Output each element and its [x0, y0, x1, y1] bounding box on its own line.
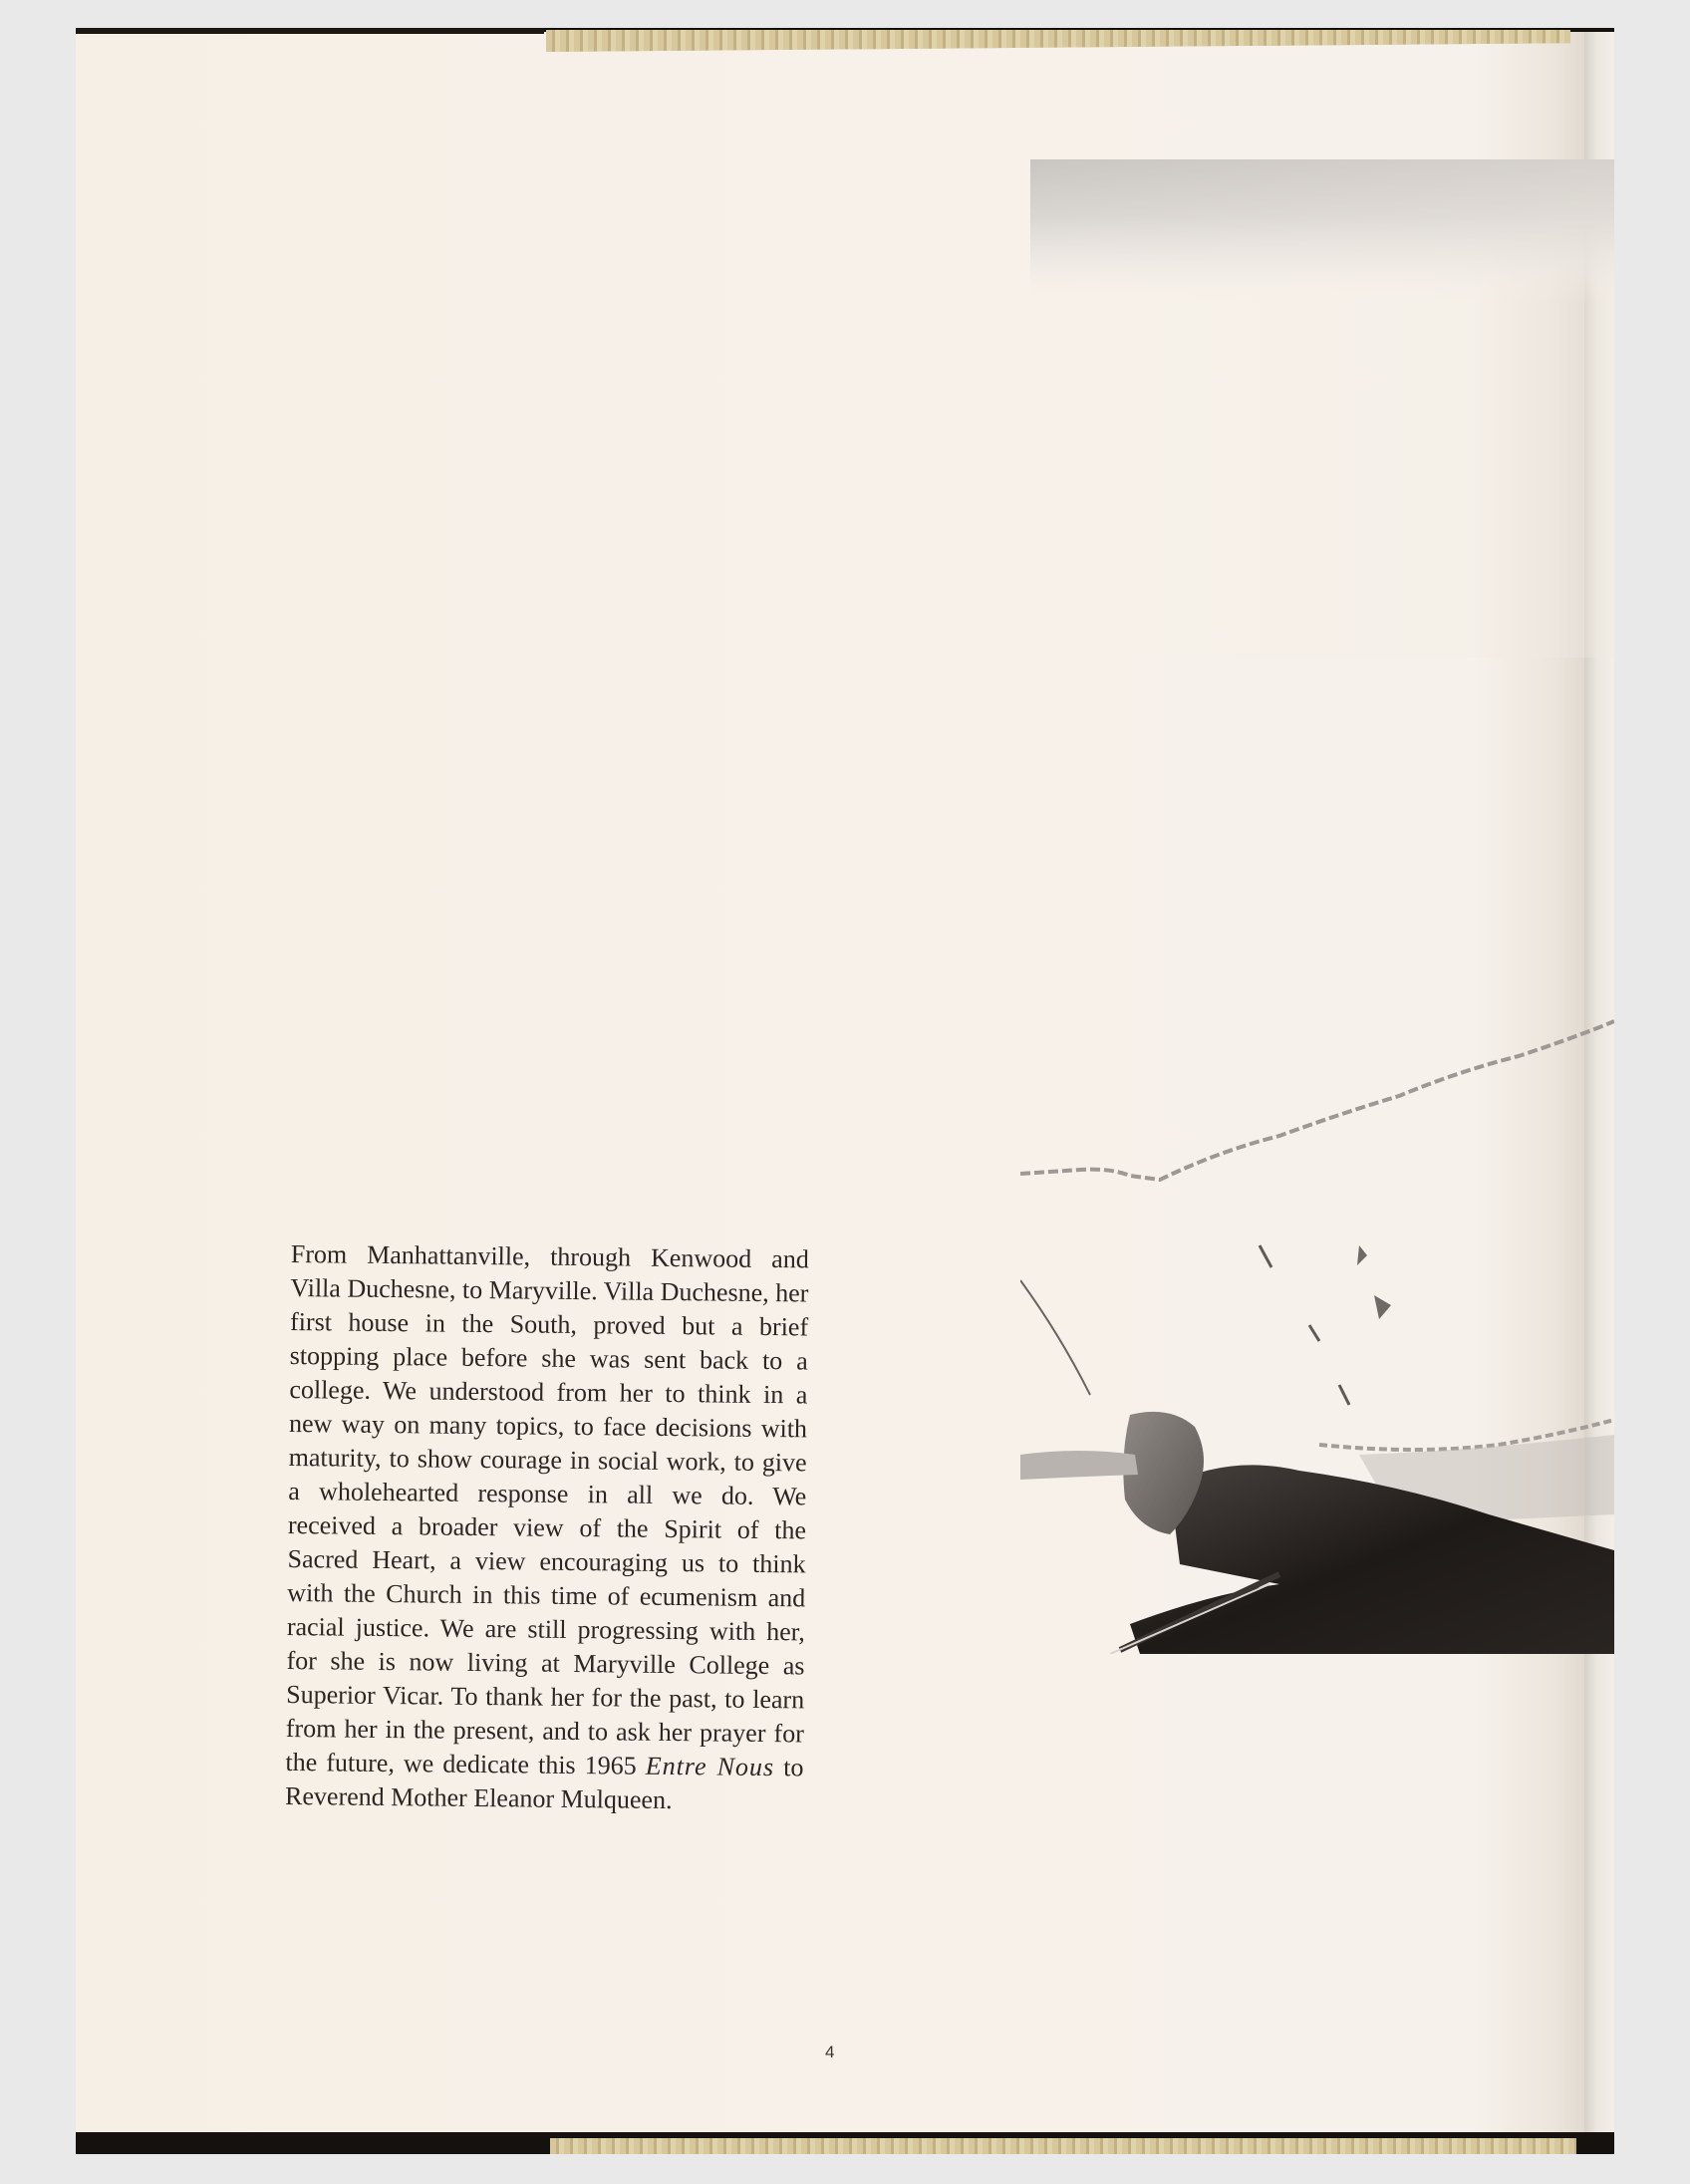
dedication-paragraph — [285, 1237, 809, 1818]
dedication-text-end: to Reverend Mother Eleanor Mulqueen. — [284, 1753, 804, 1815]
page-number: 4 — [825, 2043, 835, 2061]
dedication-text: From Manhattanville, through Kenwood and Villa Duchesne, to Maryville. Villa Duchesne, her first house in the South, proved but a brief stopping place before she was sent back to a college. We understood from her to think in a new way on many topics, to face decisions with maturity, to show courage in social work, to give a wholehearted response in all we do. We received a broader view of the Spirit of the Sacred Heart, a view encouraging us to think with the Church in this time of ecumenism and racial justice. We are still progressing with her, for she is now living at Maryville College as Superior Vicar. To thank her for the past, to learn from her in the present, and to ask her prayer for the future, we dedicate this 1965 — [285, 1238, 809, 1780]
yearbook-title: Entre Nous — [645, 1751, 775, 1782]
cover-edge — [76, 28, 544, 34]
photograph-hands-holding-letter — [1020, 159, 1614, 1654]
binding-cloth-bottom — [550, 2138, 1576, 2154]
